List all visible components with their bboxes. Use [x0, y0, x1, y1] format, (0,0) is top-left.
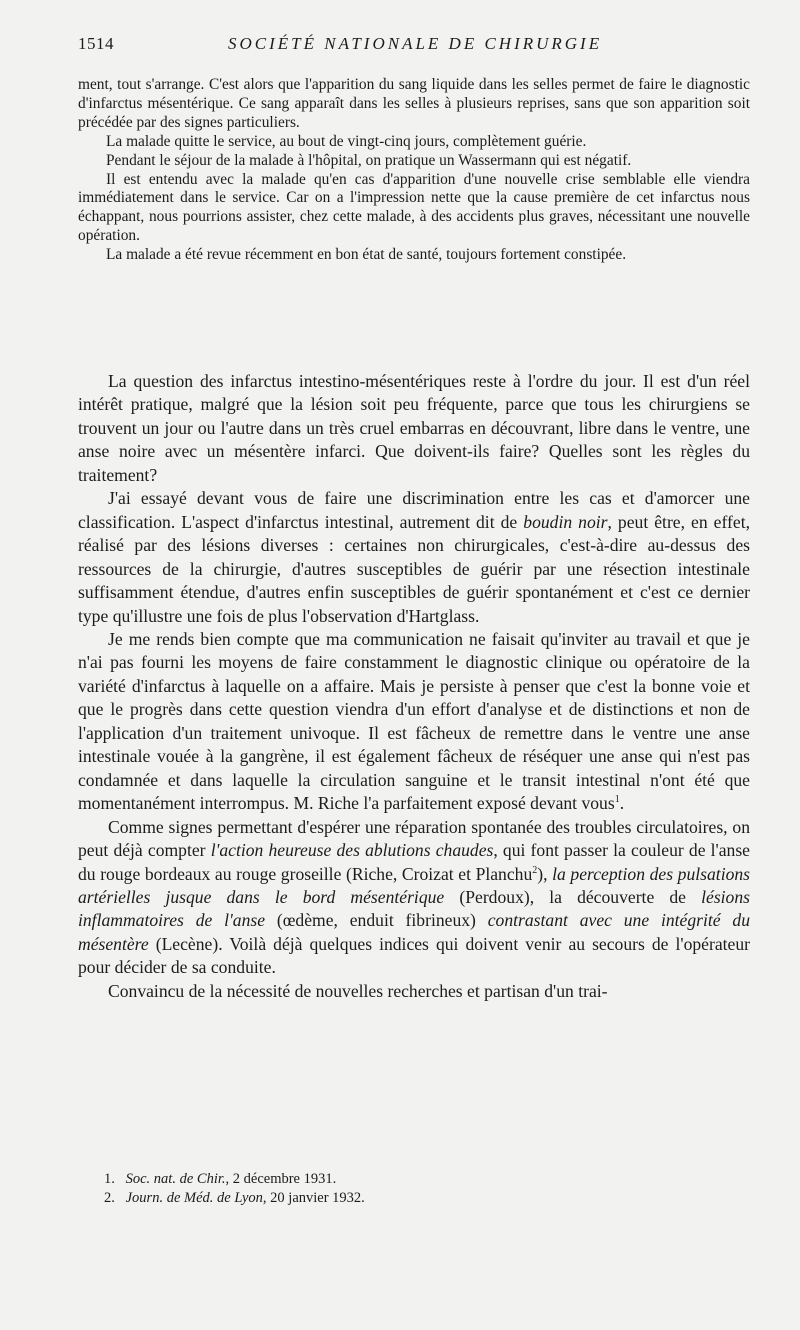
case-paragraph: Il est entendu avec la malade qu'en cas d'apparition d'une nouvelle crise semblable elle viendra immédiatement dans le service. Car on a l'impression nette que la cause première de cet infarctus nous échappant, nous pourrions assister, chez cette malade, à des accidents plus graves, nécessitant une nouvelle opération. [78, 170, 750, 245]
case-paragraph: ment, tout s'arrange. C'est alors que l'apparition du sang liquide dans les selles permet de faire le diagnostic d'infarctus mésentérique. Ce sang apparaît dans les selles à plusieurs reprises, sans que son apparition soit précédée par des signes particuliers. [78, 76, 750, 131]
discussion-paragraph: Convaincu de la nécessité de nouvelles recherches et partisan d'un trai- [108, 980, 608, 1001]
italic-term: boudin noir [523, 511, 608, 532]
footnote-number: 2. [104, 1190, 115, 1206]
italic-term: lésions inflammatoires de l'anse [78, 886, 750, 931]
case-report-text [78, 76, 750, 265]
text-run: . [619, 793, 625, 814]
running-title: SOCIÉTÉ NATIONALE DE CHIRURGIE [228, 34, 603, 53]
page-header [78, 34, 752, 58]
footnotes [104, 1170, 704, 1208]
footnote-ref: 2 [532, 864, 538, 876]
case-paragraph: La malade quitte le service, au bout de vingt-cinq jours, complètement guérie. [106, 132, 587, 150]
italic-term: la perception des pulsations artérielles jusque dans le bord mésentérique [78, 863, 751, 907]
text-run: (œdème, enduit fibrineux) [265, 910, 488, 931]
discussion-paragraph [78, 487, 750, 628]
text-run: , qui font passer la couleur de l'anse du rouge bordeaux au rouge groseille (Riche, Croizat et Planchu [78, 840, 750, 884]
footnote-source: Soc. nat. de Chir. [125, 1171, 226, 1187]
text-run: Je me rends bien compte que ma communication ne faisait qu'inviter au travail et que je n'ai pas fourni les moyens de faire constamment le diagnostic clinique ou opératoire de la variété d'infarctus à laquelle on a affaire. Mais je persiste à penser que c'est la bonne voie et que le progrès dans cette question viendra d'un effort d'analyse et de distinctions et non de l'application d'un traitement univoque. Il est fâcheux de remettre dans le ventre une anse intestinale vouée à la gangrène, il est également fâcheux de réséquer une anse qui n'est pas condamnée et dans laquelle la circulation sanguine et le transit intestinal n'ont été que momentanément interrompus. M. Riche l'a parfaitement exposé devant vous [78, 628, 750, 814]
text-run: (Lecène). Voilà déjà quelques indices qui doivent venir au secours de l'opérateur pour décider de sa conduite. [78, 933, 750, 978]
footnote-date: , 20 janvier 1932. [262, 1190, 365, 1206]
footnote-source: Journ. de Méd. de Lyon [125, 1190, 263, 1206]
footnote [104, 1170, 704, 1189]
discussion-paragraph [78, 816, 750, 980]
discussion-text [78, 370, 750, 1003]
case-paragraph: Pendant le séjour de la malade à l'hôpital, on pratique un Wassermann qui est négatif. [106, 151, 632, 169]
text-run: J'ai essayé devant vous de faire une discrimination entre les cas et d'amorcer une classification. L'aspect d'infarctus intestinal, autrement dit de [78, 488, 750, 532]
text-run: , peut être, en effet, réalisé par des lésions diverses : certaines non chirurgicales, c'est-à-dire au-dessus des ressources de la chirurgie, d'autres susceptibles de guérir par une résection intestinale suffisamment étendue, d'autres enfin susceptibles de guérir spontanément et c'est ce dernier type qu'illustre une fois de plus l'observation d'Hartglass. [78, 511, 750, 626]
italic-term: l'action heureuse des ablutions chaudes [210, 840, 494, 861]
case-paragraph: La malade a été revue récemment en bon état de santé, toujours fortement constipée. [106, 246, 627, 264]
text-run: Comme signes permettant d'espérer une réparation spontanée des troubles circulatoires, on peut déjà compter [78, 816, 750, 861]
italic-term: contrastant avec une intégrité du mésentère [78, 910, 751, 954]
text-run: ), [537, 863, 553, 884]
discussion-paragraph [78, 628, 750, 816]
discussion-paragraph: La question des infarctus intestino-mésentériques reste à l'ordre du jour. Il est d'un réel intérêt pratique, malgré que la lésion soit peu fréquente, parce que tous les chirurgiens se trouvent un jour ou l'autre dans un très cruel embarras en découvrant, libre dans le ventre, une anse noire avec un mésentère infarci. Que doivent-ils faire? Quelles sont les règles du traitement? [78, 371, 750, 485]
footnote [104, 1189, 704, 1208]
page-number: 1514 [78, 34, 114, 53]
footnote-date: , 2 décembre 1931. [225, 1171, 337, 1187]
footnote-ref: 1 [614, 794, 620, 806]
footnote-number: 1. [104, 1171, 115, 1187]
text-run: (Perdoux), la découverte de [444, 886, 702, 907]
